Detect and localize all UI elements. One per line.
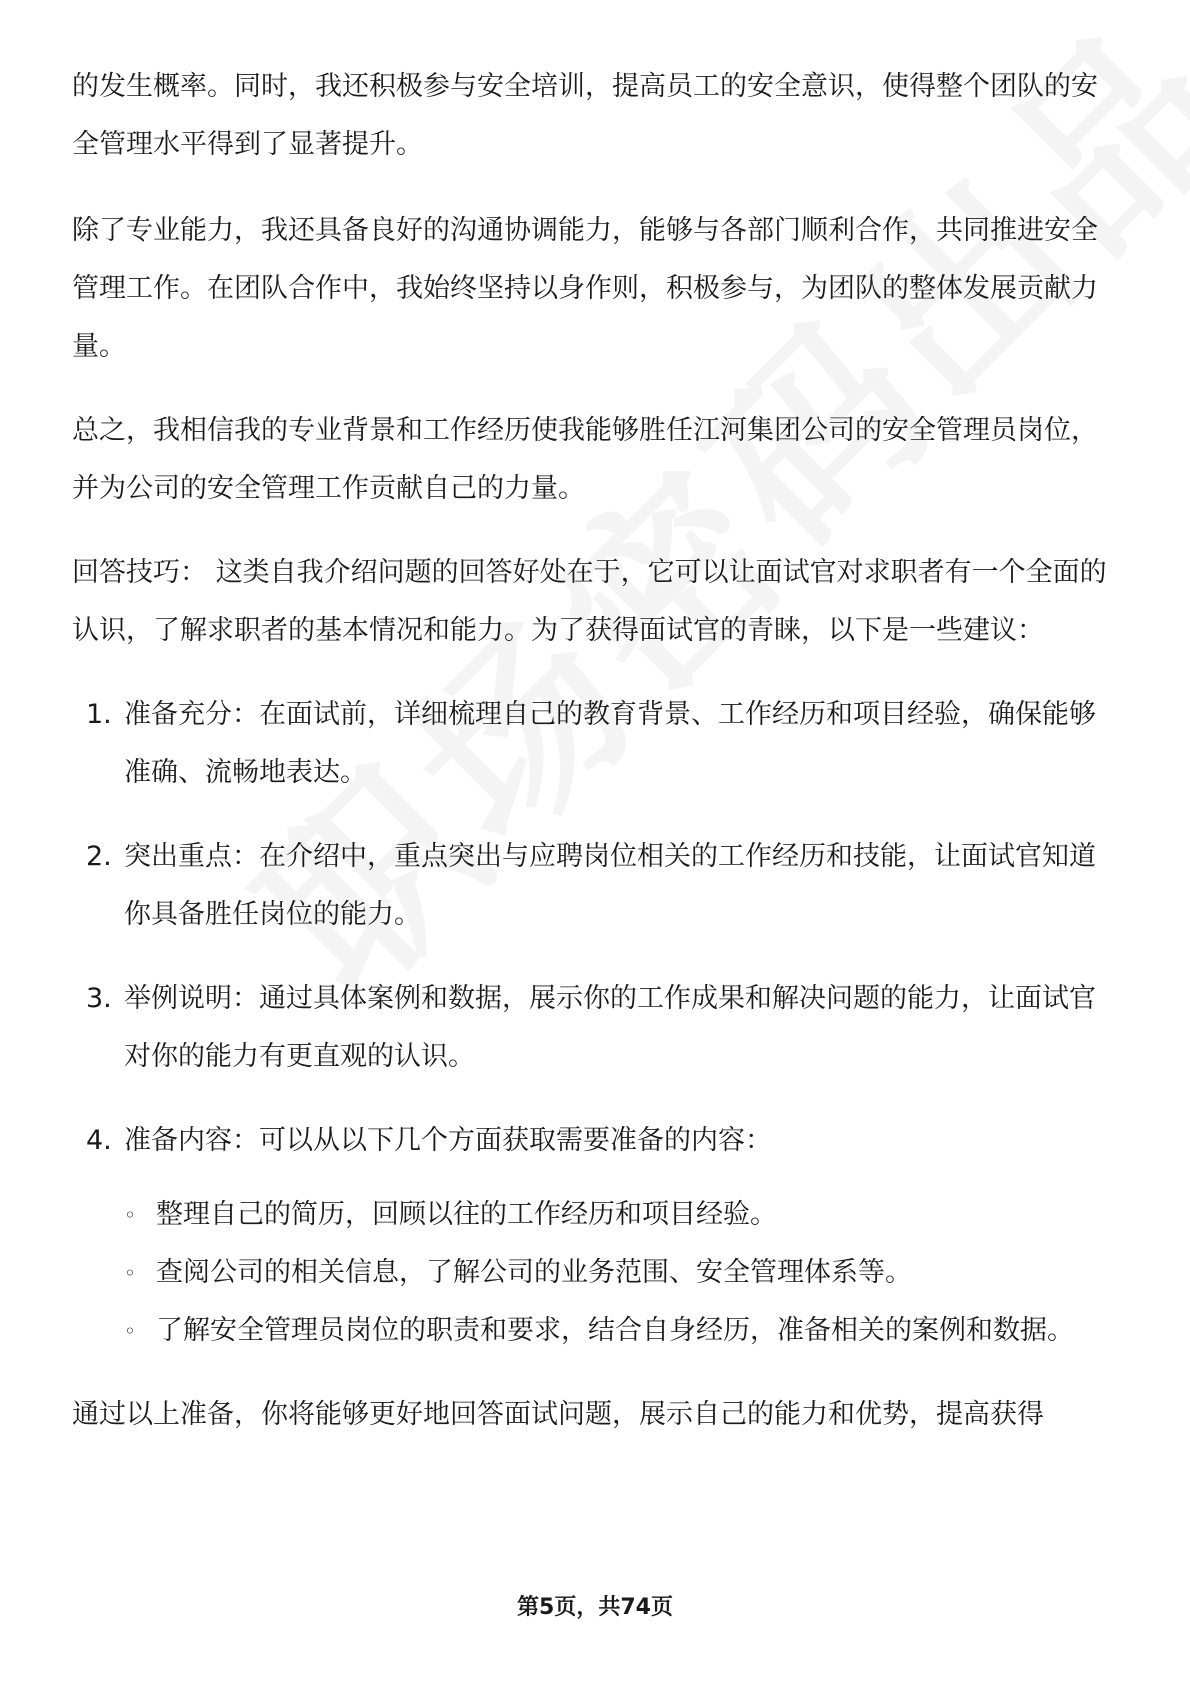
list-item <box>72 1112 1122 1360</box>
list-item-text: 突出重点：在介绍中，重点突出与应聘岗位相关的工作经历和技能，让面试官知道你具备胜任岗位的能力。 <box>124 841 1096 930</box>
sublist-item <box>124 1186 1122 1244</box>
paragraph-intro-end: 的发生概率。同时，我还积极参与安全培训，提高员工的安全意识，使得整个团队的安全管理水平得到了显著提升。 <box>72 71 1098 160</box>
preparation-sublist <box>124 1186 1122 1360</box>
page-number: 第5页，共74页 <box>517 1595 673 1620</box>
tips-list <box>72 686 1122 1360</box>
list-item <box>72 686 1122 802</box>
list-item <box>72 970 1122 1086</box>
paragraph-closing: 通过以上准备，你将能够更好地回答面试问题，展示自己的能力和优势，提高获得 <box>72 1399 1044 1430</box>
paragraph-answer-tips: 回答技巧： 这类自我介绍问题的回答好处在于，它可以让面试官对求职者有一个全面的认识，了解求职者的基本情况和能力。为了获得面试官的青睐，以下是一些建议： <box>72 557 1107 646</box>
sublist-item <box>124 1244 1122 1302</box>
sublist-item-text: 整理自己的简历，回顾以往的工作经历和项目经验。 <box>156 1199 777 1230</box>
sublist-item-text: 查阅公司的相关信息，了解公司的业务范围、安全管理体系等。 <box>156 1257 912 1288</box>
list-number: 3. <box>86 983 112 1014</box>
list-number: 2. <box>86 841 112 872</box>
sublist-item-text: 了解安全管理员岗位的职责和要求，结合自身经历，准备相关的案例和数据。 <box>156 1315 1074 1346</box>
paragraph-communication: 除了专业能力，我还具备良好的沟通协调能力，能够与各部门顺利合作，共同推进安全管理工作。在团队合作中，我始终坚持以身作则，积极参与，为团队的整体发展贡献力量。 <box>72 215 1098 362</box>
list-item-text: 准备充分：在面试前，详细梳理自己的教育背景、工作经历和项目经验，确保能够准确、流畅地表达。 <box>124 699 1096 788</box>
hollow-bullet-icon: ◦ <box>124 1203 136 1227</box>
list-item <box>72 828 1122 944</box>
list-item-text: 准备内容：可以从以下几个方面获取需要准备的内容： <box>124 1125 772 1156</box>
document-body <box>72 58 1122 1470</box>
hollow-bullet-icon: ◦ <box>124 1261 136 1285</box>
sublist-item <box>124 1302 1122 1360</box>
paragraph-conclusion: 总之，我相信我的专业背景和工作经历使我能够胜任江河集团公司的安全管理员岗位，并为公司的安全管理工作贡献自己的力量。 <box>72 415 1098 504</box>
list-number: 4. <box>86 1125 112 1156</box>
hollow-bullet-icon: ◦ <box>124 1319 136 1343</box>
list-item-text: 举例说明：通过具体案例和数据，展示你的工作成果和解决问题的能力，让面试官对你的能力有更直观的认识。 <box>124 983 1096 1072</box>
list-number: 1. <box>86 699 112 730</box>
